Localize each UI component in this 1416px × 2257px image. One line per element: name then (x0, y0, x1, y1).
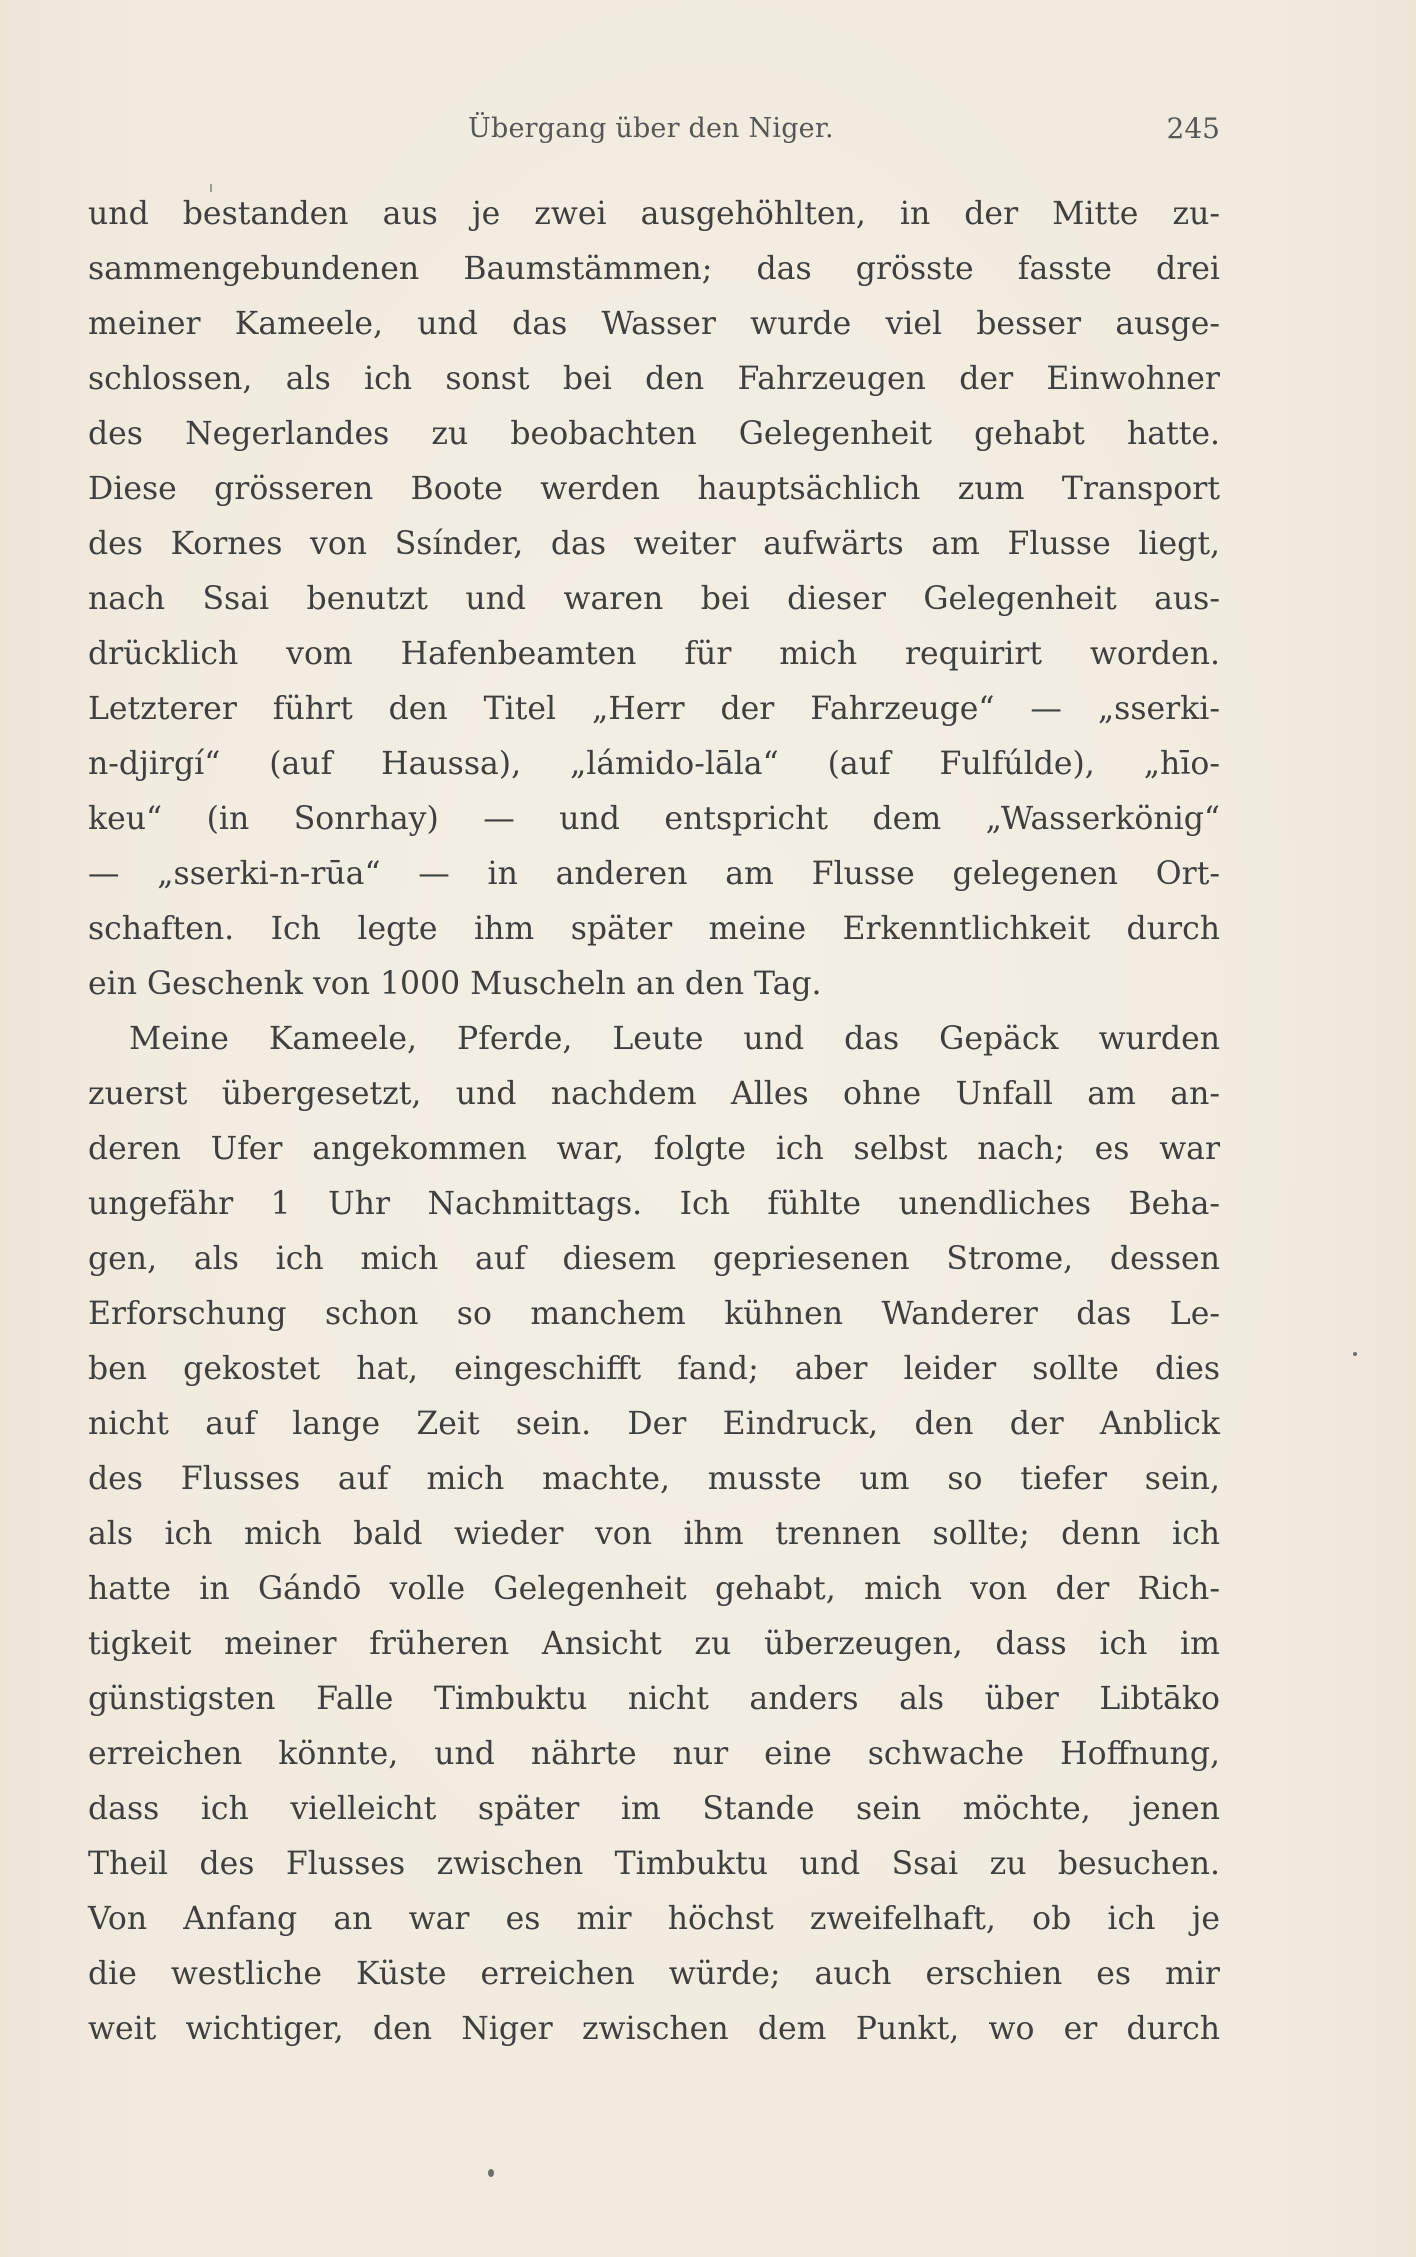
text-line: dass ich vielleicht später im Stande sein möchte, jenen (88, 1791, 1220, 1827)
text-line: n-djirgí“ (auf Haussa), „lámido-lāla“ (auf Fulfúlde), „hīo- (88, 746, 1220, 782)
text-line: keu“ (in Sonrhay) — und entspricht dem „Wasserkönig“ (88, 801, 1220, 837)
text-line: nach Ssai benutzt und waren bei dieser Gelegenheit aus- (88, 581, 1220, 617)
paragraph-first-line: Meine Kameele, Pferde, Leute und das Gepäck wurden (129, 1021, 1220, 1057)
text-line: Diese grösseren Boote werden hauptsächlich zum Transport (88, 471, 1220, 507)
text-line: Erforschung schon so manchem kühnen Wanderer das Le- (88, 1296, 1220, 1332)
text-line: gen, als ich mich auf diesem gepriesenen Strome, dessen (88, 1241, 1220, 1277)
text-line: schaften. Ich legte ihm später meine Erkenntlichkeit durch (88, 911, 1220, 947)
page-header (88, 108, 1220, 156)
body-text (88, 187, 1220, 2057)
text-line: ungefähr 1 Uhr Nachmittags. Ich fühlte unendliches Beha- (88, 1186, 1220, 1222)
text-line: Von Anfang an war es mir höchst zweifelhaft, ob ich je (88, 1901, 1220, 1937)
text-line: — „sserki-n-rūa“ — in anderen am Flusse gelegenen Ort- (88, 856, 1220, 892)
text-line: erreichen könnte, und nährte nur eine schwache Hoffnung, (88, 1736, 1220, 1772)
text-line: als ich mich bald wieder von ihm trennen sollte; denn ich (88, 1516, 1220, 1552)
text-line: des Kornes von Ssínder, das weiter aufwärts am Flusse liegt, (88, 526, 1220, 562)
text-line: des Flusses auf mich machte, musste um so tiefer sein, (88, 1461, 1220, 1497)
print-speck (488, 2169, 494, 2177)
print-speck (1353, 1352, 1357, 1356)
text-line: hatte in Gándō volle Gelegenheit gehabt, mich von der Rich- (88, 1571, 1220, 1607)
text-line: tigkeit meiner früheren Ansicht zu überzeugen, dass ich im (88, 1626, 1220, 1662)
running-title: Übergang über den Niger. (468, 113, 834, 144)
text-line: Theil des Flusses zwischen Timbuktu und Ssai zu besuchen. (88, 1846, 1220, 1882)
text-line: schlossen, als ich sonst bei den Fahrzeugen der Einwohner (88, 361, 1220, 397)
text-line: meiner Kameele, und das Wasser wurde viel besser ausge- (88, 306, 1220, 342)
text-line: deren Ufer angekommen war, folgte ich selbst nach; es war (88, 1131, 1220, 1167)
text-line: weit wichtiger, den Niger zwischen dem Punkt, wo er durch (88, 2011, 1220, 2047)
text-line: die westliche Küste erreichen würde; auch erschien es mir (88, 1956, 1220, 1992)
text-line: des Negerlandes zu beobachten Gelegenheit gehabt hatte. (88, 416, 1220, 452)
text-line: ben gekostet hat, eingeschifft fand; aber leider sollte dies (88, 1351, 1220, 1387)
text-line: drücklich vom Hafenbeamten für mich requirirt worden. (88, 636, 1220, 672)
text-line: günstigsten Falle Timbuktu nicht anders als über Libtāko (88, 1681, 1220, 1717)
text-line: sammengebundenen Baumstämmen; das grösste fasste drei (88, 251, 1220, 287)
page-number: 245 (1166, 112, 1220, 145)
text-line: zuerst übergesetzt, und nachdem Alles ohne Unfall am an- (88, 1076, 1220, 1112)
text-line: nicht auf lange Zeit sein. Der Eindruck, den der Anblick (88, 1406, 1220, 1442)
text-line: und bestanden aus je zwei ausgehöhlten, in der Mitte zu- (88, 196, 1220, 232)
paragraph-last-line: ein Geschenk von 1000 Muscheln an den Tag. (88, 966, 822, 1002)
text-line: Letzterer führt den Titel „Herr der Fahrzeuge“ — „sserki- (88, 691, 1220, 727)
